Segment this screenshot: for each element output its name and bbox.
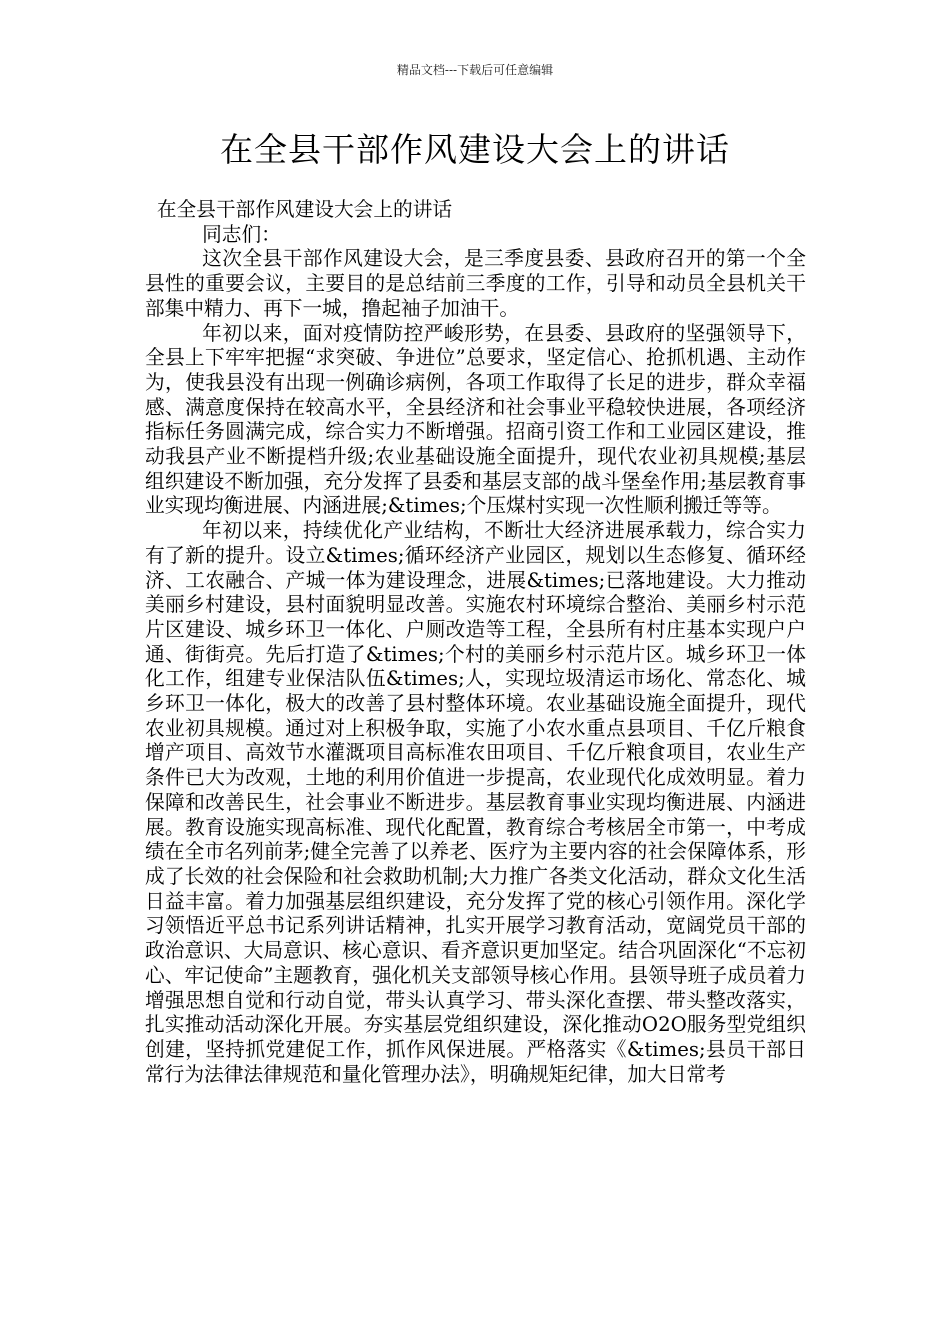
paragraph-achievements: 年初以来，面对疫情防控严峻形势，在县委、县政府的坚强领导下，全县上下牢牢把握“求突破、争进位”总要求，坚定信心、抢抓机遇、主动作为，使我县没有出现一例确诊病例，各项工作取得了长足的进步，群众幸福感、满意度保持在较高水平，全县经济和社会事业平稳较快进展，各项经济指标任务圆满完成，综合实力不断增强。招商引资工作和工业园区建设，推动我县产业不断提档升级;农业基础设施全面提升，现代农业初具规模;基层组织建设不断加强，充分发挥了县委和基层支部的战斗堡垒作用;基层教育事业实现均衡进展、内涵进展;&times;个压煤村实现一次性顺利搬迁等等。 [145, 321, 806, 518]
paragraph-intro: 这次全县干部作风建设大会，是三季度县委、县政府召开的第一个全县性的重要会议，主要目的是总结前三季度的工作，引导和动员全县机关干部集中精力、再下一城，撸起袖子加油干。 [145, 247, 806, 320]
document-title: 在全县干部作风建设大会上的讲话 [220, 130, 730, 169]
salutation: 同志们： [202, 222, 281, 246]
paragraph-details: 年初以来，持续优化产业结构，不断壮大经济进展承载力，综合实力有了新的提升。设立&times;循环经济产业园区，规划以生态修复、循环经济、工农融合、产城一体为建设理念，进展&times;已落地建设。大力推动美丽乡村建设，县村面貌明显改善。实施农村环境综合整治、美丽乡村示范片区建设、城乡环卫一体化、户厕改造等工程，全县所有村庄基本实现户户通、街街亮。先后打造了&times;个村的美丽乡村示范片区。城乡环卫一体化工作，组建专业保洁队伍&times;人，实现垃圾清运市场化、常态化、城乡环卫一体化，极大的改善了县村整体环境。农业基础设施全面提升，现代农业初具规模。通过对上积极争取，实施了小农水重点县项目、千亿斤粮食增产项目、高效节水灌溉项目高标准农田项目、千亿斤粮食项目，农业生产条件已大为改观，土地的利用价值进一步提高，农业现代化成效明显。着力保障和改善民生，社会事业不断进步。基层教育事业实现均衡进展、内涵进展。教育设施实现高标准、现代化配置，教育综合考核居全市第一，中考成绩在全市名列前茅;健全完善了以养老、医疗为主要内容的社会保障体系，形成了长效的社会保险和社会救助机制;大力推广各类文化活动，群众文化生活日益丰富。着力加强基层组织建设，充分发挥了党的核心引领作用。深化学习领悟近平总书记系列讲话精神，扎实开展学习教育活动，宽阔党员干部的政治意识、大局意识、核心意识、看齐意识更加坚定。结合巩固深化“不忘初心、牢记使命”主题教育，强化机关支部领导核心作用。县领导班子成员着力增强思想自觉和行动自觉，带头认真学习、带头深化查摆、带头整改落实，扎实推动活动深化开展。夯实基层党组织建设，深化推动O2O服务型党组织创建，坚持抓党建促工作，抓作风保进展。严格落实《&times;县员干部日常行为法律法律规范和量化管理办法》，明确规矩纪律，加大日常考 [145, 519, 806, 1086]
header-watermark: 精品文档---下载后可任意编辑 [396, 63, 554, 77]
document-subtitle: 在全县干部作风建设大会上的讲话 [156, 198, 453, 221]
document-body [145, 198, 806, 1087]
